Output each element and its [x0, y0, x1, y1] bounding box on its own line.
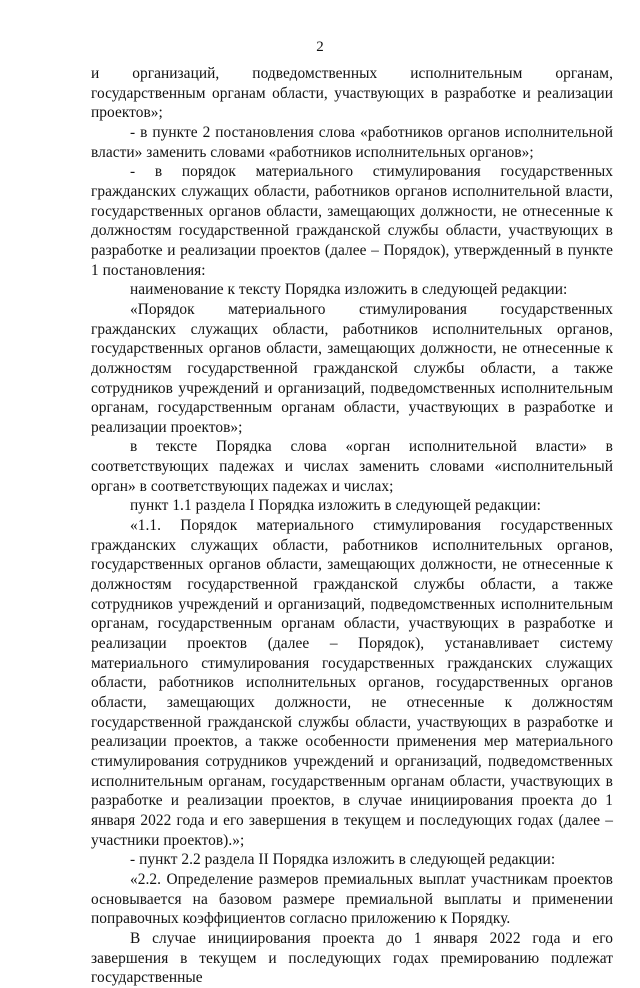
paragraph: В случае инициирования проекта до 1 января 2022 года и его завершения в текущем и последующих годах премированию подлежат государственные	[91, 929, 613, 987]
paragraph: наименование к тексту Порядка изложить в следующей редакции:	[130, 281, 568, 299]
paragraph: и организаций, подведомственных исполнительным органам, государственным органам области, участвующих в разработке и реализации проектов»;	[91, 65, 613, 122]
paragraph: пункт 1.1 раздела I Порядка изложить в следующей редакции:	[130, 497, 541, 515]
paragraph: «Порядок материального стимулирования государственных гражданских служащих области, работников исполнительных органов, государственных органов области, замещающих должности, не отнесенные к должностям государственной гражданской службы области, а также сотрудников учреждений и организаций, подведомственных исполнительным органам, государственным органам области, участвующих в разработке и реализации проектов»;	[91, 300, 613, 436]
paragraph: «2.2. Определение размеров премиальных выплат участникам проектов основывается на базовом размере премиальной выплаты и применении поправочных коэффициентов согласно приложению к Порядку.	[91, 870, 613, 928]
paragraph: - пункт 2.2 раздела II Порядка изложить в следующей редакции:	[130, 851, 556, 869]
paragraph: «1.1. Порядок материального стимулирования государственных гражданских служащих области, работников исполнительных органов, государственных органов области, замещающих должности, не отнесенные к должностям государственной гражданской службы области, а также сотрудников учреждений и организаций, подведомственных исполнительным органам, государственным органам области, участвующих в разработке и реализации проектов (далее – Порядок), устанавливает систему материального стимулирования государственных гражданских служащих области, работников исполнительных органов, государственных органов области, замещающих должности, не отнесенные к должностям государственной гражданской службы области, участвующих в разработке и реализации проектов, а также особенности применения мер материального стимулирования сотрудников учреждений и организаций, подведомственных исполнительным органам, государственным органам области, участвующих в разработке и реализации проектов, в случае инициирования проекта до 1 января 2022 года и его завершения в текущем и последующих годах (далее – участники проектов).»;	[91, 517, 613, 849]
paragraph: в тексте Порядка слова «орган исполнительной власти» в соответствующих падежах и числах заменить словами «исполнительный орган» в соответствующих падежах и числах;	[91, 438, 613, 495]
paragraph: - в порядок материального стимулирования государственных гражданских служащих области, работников органов исполнительной власти, государственных органов области, замещающих должности, не отнесенные к должностям государственной гражданской службы области, участвующих в разработке и реализации проектов (далее – Порядок), утвержденный в пункте 1 постановления:	[91, 163, 613, 279]
page-number: 2	[316, 39, 324, 55]
paragraph: - в пункте 2 постановления слова «работников органов исполнительной власти» заменить словами «работников исполнительных органов»;	[91, 123, 613, 161]
document-body	[91, 64, 613, 988]
